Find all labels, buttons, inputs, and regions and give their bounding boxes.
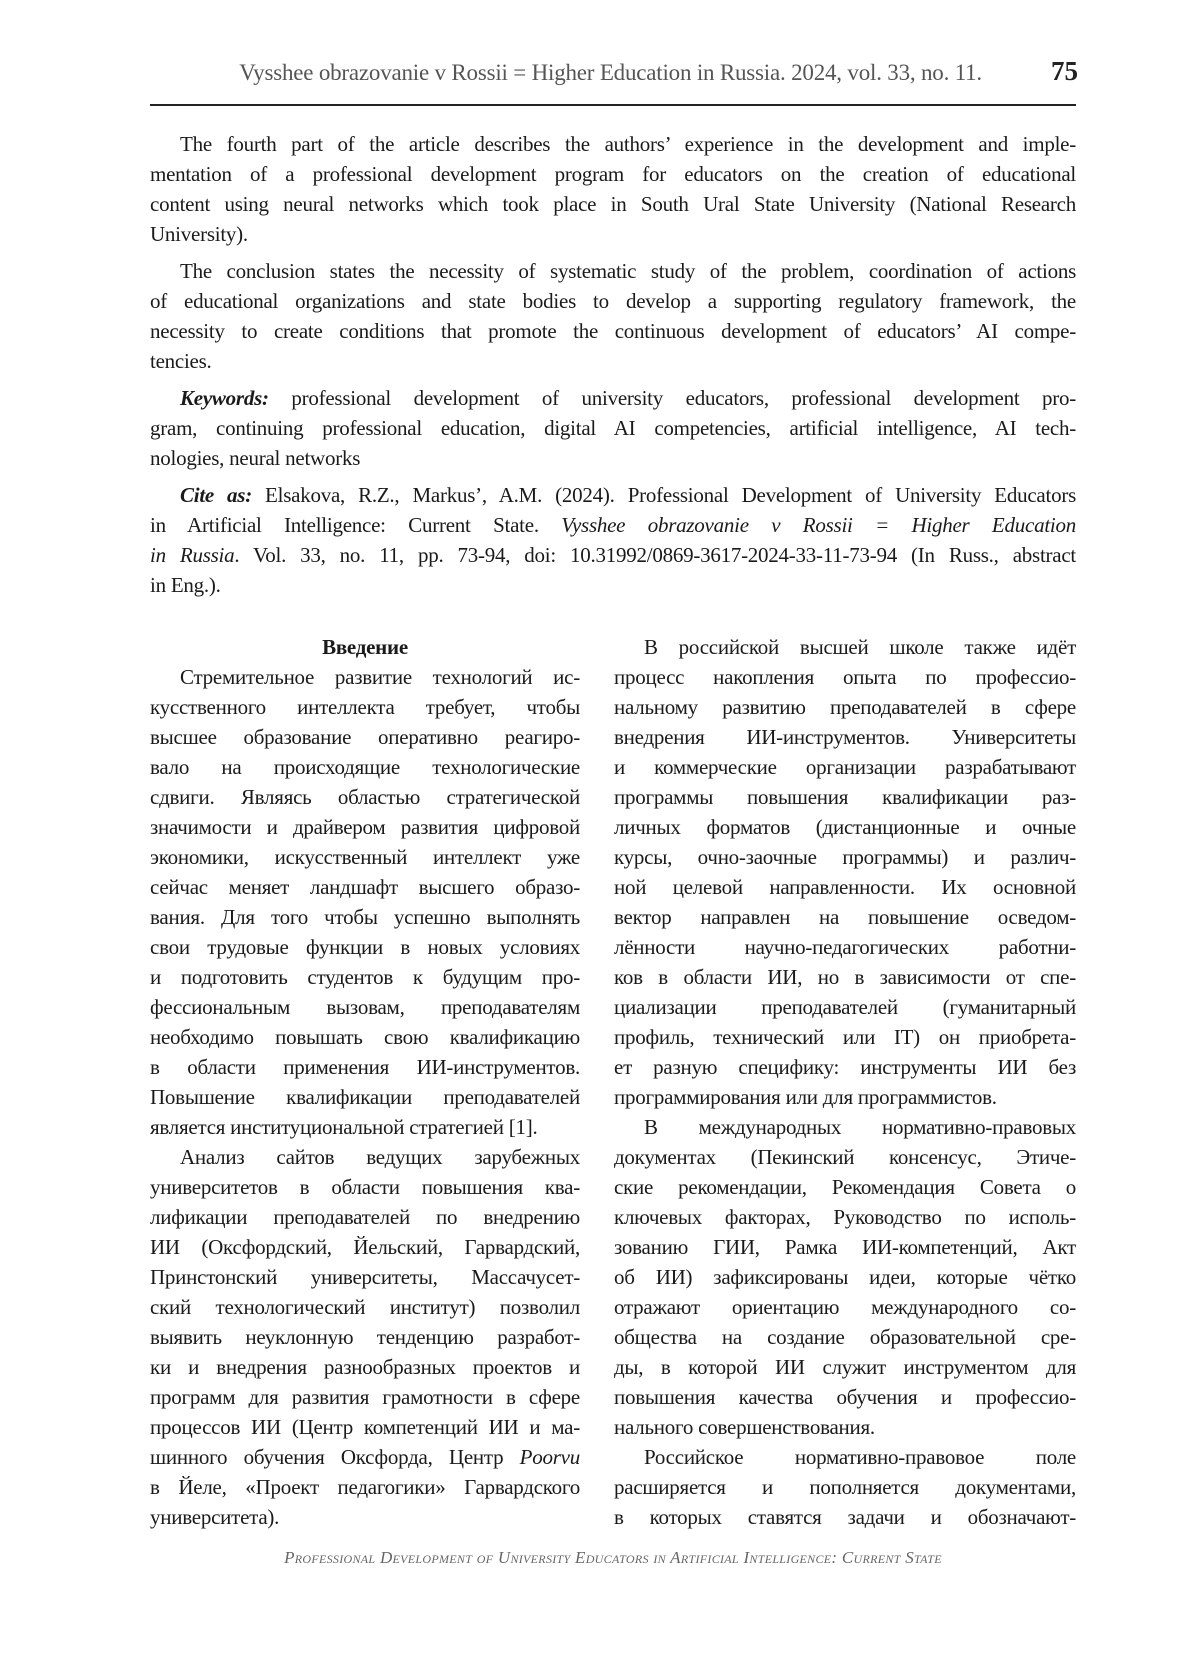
text-run: Стремительное развитие технологий ис- — [180, 665, 580, 689]
emphasis-text: Cite as: — [180, 483, 252, 507]
text-line — [614, 1142, 1076, 1172]
emphasis-text: Poorvu — [519, 1445, 580, 1469]
text-line — [614, 872, 1076, 902]
text-run: professional development of university educators, professional development pro- — [268, 386, 1076, 410]
text-line — [150, 722, 580, 752]
text-line — [150, 480, 1076, 510]
text-line — [150, 1022, 580, 1052]
text-run: и подготовить студентов к будущим про- — [150, 965, 580, 989]
text-line — [150, 842, 580, 872]
text-line — [614, 902, 1076, 932]
paragraph — [150, 480, 1076, 600]
text-line — [150, 1412, 580, 1442]
text-line — [150, 189, 1076, 219]
text-run: внедрения ИИ-инструментов. Университеты — [614, 725, 1076, 749]
text-line — [614, 992, 1076, 1022]
text-run: ИИ (Оксфордский, Йельский, Гарвардский, — [150, 1235, 580, 1259]
right-column — [614, 632, 1076, 1532]
text-line — [150, 1082, 580, 1112]
text-run: В российской высшей школе также идёт — [644, 635, 1076, 659]
text-run: ский технологический институт) позволил — [150, 1295, 580, 1319]
text-run: и коммерческие организации разрабатывают — [614, 755, 1076, 779]
emphasis-text: Vysshee obrazovanie v Rossii = Higher Education — [561, 513, 1076, 537]
text-line — [614, 1352, 1076, 1382]
text-run: nologies, neural networks — [150, 446, 361, 470]
text-line — [614, 1412, 1076, 1442]
text-run: об ИИ) зафиксированы идеи, которые чётко — [614, 1265, 1076, 1289]
text-line — [150, 570, 1076, 600]
text-run: нального совершенствования. — [614, 1415, 875, 1439]
header-rule — [150, 104, 1076, 106]
text-line — [150, 932, 580, 962]
text-line — [150, 1232, 580, 1262]
text-line — [150, 219, 1076, 249]
text-line — [150, 1382, 580, 1412]
text-line — [150, 1112, 580, 1142]
text-run: в Йеле, «Проект педагогики» Гарвардского — [150, 1475, 580, 1499]
text-line — [150, 256, 1076, 286]
text-line — [150, 1472, 580, 1502]
text-line — [614, 1322, 1076, 1352]
emphasis-text: in Russia — [150, 543, 235, 567]
text-run: В международных нормативно-правовых — [644, 1115, 1076, 1139]
text-line — [614, 1172, 1076, 1202]
text-line — [614, 1022, 1076, 1052]
text-line — [614, 1502, 1076, 1532]
text-line — [150, 413, 1076, 443]
text-line — [614, 1292, 1076, 1322]
text-run: University). — [150, 222, 248, 246]
text-run: The conclusion states the necessity of systematic study of the problem, coordination of actions — [180, 259, 1076, 283]
text-run: программ для развития грамотности в сфере — [150, 1385, 580, 1409]
text-line — [150, 872, 580, 902]
text-run: сейчас меняет ландшафт высшего образо- — [150, 875, 580, 899]
text-line — [614, 1202, 1076, 1232]
text-run: лённости научно-педагогических работни- — [614, 935, 1076, 959]
paragraph — [614, 1442, 1076, 1532]
text-run: процесс накопления опыта по профессио- — [614, 665, 1076, 689]
text-line — [150, 540, 1076, 570]
text-line — [150, 316, 1076, 346]
text-run: общества на создание образовательной сре- — [614, 1325, 1076, 1349]
text-line — [150, 692, 580, 722]
text-run: является институциональной стратегией [1]. — [150, 1115, 538, 1139]
text-run: mentation of a professional development program for educators on the creation of educational — [150, 162, 1076, 186]
text-line — [150, 443, 1076, 473]
text-run: ключевых факторах, Руководство по исполь- — [614, 1205, 1076, 1229]
text-run: in Artificial Intelligence: Current State. — [150, 513, 562, 537]
text-line — [150, 1202, 580, 1232]
section-heading: Введение — [322, 635, 408, 659]
text-line — [150, 159, 1076, 189]
text-run: The fourth part of the article describes the authors’ experience in the development and imple- — [180, 132, 1076, 156]
text-line — [150, 1292, 580, 1322]
text-run: лификации преподавателей по внедрению — [150, 1205, 580, 1229]
text-run: Elsakova, R.Z., Markus’, A.M. (2024). Professional Development of University Educators — [251, 483, 1077, 507]
text-run: tencies. — [150, 349, 212, 373]
text-run: личных форматов (дистанционные и очные — [614, 815, 1076, 839]
paragraph — [614, 1112, 1076, 1442]
text-run: университетов в области повышения ква- — [150, 1175, 580, 1199]
text-run: программы повышения квалификации раз- — [614, 785, 1076, 809]
text-run: необходимо повышать свою квалификацию — [150, 1025, 580, 1049]
text-line — [614, 662, 1076, 692]
text-run: ет разную специфику: инструменты ИИ без — [614, 1055, 1076, 1079]
text-run: свои трудовые функции в новых условиях — [150, 935, 580, 959]
text-line — [150, 992, 580, 1022]
text-line — [614, 812, 1076, 842]
text-run: расширяется и пополняется документами, — [614, 1475, 1076, 1499]
text-run: ной целевой направленности. Их основной — [614, 875, 1076, 899]
text-run: in Eng.). — [150, 573, 221, 597]
text-run: gram, continuing professional education, digital AI competencies, artificial intelligence, AI tech- — [150, 416, 1076, 440]
text-line — [614, 722, 1076, 752]
running-title-footer: Professional Development of University Educators in Artificial Intelligence: Current State — [284, 1548, 942, 1567]
text-run: кусственного интеллекта требует, чтобы — [150, 695, 580, 719]
paragraph — [150, 129, 1076, 249]
text-line — [614, 842, 1076, 872]
text-run: ские рекомендации, Рекомендация Совета о — [614, 1175, 1076, 1199]
text-line — [150, 782, 580, 812]
text-run: сдвиги. Являясь областью стратегической — [150, 785, 580, 809]
text-line — [150, 1052, 580, 1082]
emphasis-text: Keywords: — [180, 386, 269, 410]
text-line — [150, 1142, 580, 1172]
text-run: университета). — [150, 1505, 280, 1529]
text-run: выявить неуклонную тенденцию разработ- — [150, 1325, 580, 1349]
text-run: Повышение квалификации преподавателей — [150, 1085, 580, 1109]
paragraph — [150, 256, 1076, 376]
text-run: профиль, технический или IT) он приобрета- — [614, 1025, 1076, 1049]
text-line — [150, 1442, 580, 1472]
text-line — [150, 812, 580, 842]
text-line — [150, 662, 580, 692]
text-line — [150, 383, 1076, 413]
text-run: content using neural networks which took place in South Ural State University (National Research — [150, 192, 1076, 216]
paragraph — [150, 383, 1076, 473]
text-run: повышения качества обучения и профессио- — [614, 1385, 1076, 1409]
text-run: шинного обучения Оксфорда, Центр — [150, 1445, 520, 1469]
text-run: курсы, очно-заочные программы) и различ- — [614, 845, 1076, 869]
text-run: ды, в которой ИИ служит инструментом для — [614, 1355, 1076, 1379]
text-line — [614, 1232, 1076, 1262]
text-run: ков в области ИИ, но в зависимости от спе- — [614, 965, 1076, 989]
text-line — [150, 902, 580, 932]
text-run: вало на происходящие технологические — [150, 755, 580, 779]
text-line — [150, 346, 1076, 376]
paragraph — [614, 632, 1076, 1112]
text-line — [150, 1322, 580, 1352]
text-line — [150, 510, 1076, 540]
text-run: вектор направлен на повышение осведом- — [614, 905, 1076, 929]
text-line — [614, 1052, 1076, 1082]
text-line — [614, 1472, 1076, 1502]
text-run: . Vol. 33, no. 11, pp. 73-94, doi: 10.31992/0869-3617-2024-33-11-73-94 (In Russ., abstract — [234, 543, 1077, 567]
text-line — [614, 1382, 1076, 1412]
text-line — [614, 1262, 1076, 1292]
text-line — [150, 1502, 580, 1532]
text-run: Принстонский университеты, Массачусет- — [150, 1265, 580, 1289]
text-run: значимости и драйвером развития цифровой — [150, 815, 580, 839]
text-line — [614, 1112, 1076, 1142]
text-run: necessity to create conditions that promote the continuous development of educators’ AI compe- — [150, 319, 1076, 343]
text-line — [614, 1442, 1076, 1472]
text-line — [614, 692, 1076, 722]
left-column — [150, 632, 580, 1532]
text-line — [614, 962, 1076, 992]
text-run: Анализ сайтов ведущих зарубежных — [180, 1145, 580, 1169]
text-run: of educational organizations and state bodies to develop a supporting regulatory framework, the — [150, 289, 1076, 313]
text-line — [614, 782, 1076, 812]
running-head: Vysshee obrazovanie v Rossii = Higher Education in Russia. 2024, vol. 33, no. 11. — [239, 60, 982, 85]
text-run: Российское нормативно-правовое поле — [644, 1445, 1076, 1469]
text-line — [614, 932, 1076, 962]
text-run: в которых ставятся задачи и обозначают- — [614, 1505, 1076, 1529]
text-run: зованию ГИИ, Рамка ИИ-компетенций, Акт — [614, 1235, 1076, 1259]
text-run: программирования или для программистов. — [614, 1085, 997, 1109]
text-line — [150, 752, 580, 782]
paragraph — [150, 1142, 580, 1532]
text-run: ки и внедрения разнообразных проектов и — [150, 1355, 580, 1379]
text-line — [614, 632, 1076, 662]
text-line — [150, 1172, 580, 1202]
text-run: фессиональным вызовам, преподавателям — [150, 995, 580, 1019]
text-run: нальному развитию преподавателей в сфере — [614, 695, 1076, 719]
text-run: циализации преподавателей (гуманитарный — [614, 995, 1076, 1019]
text-line — [150, 129, 1076, 159]
text-run: процессов ИИ (Центр компетенций ИИ и ма- — [150, 1415, 580, 1439]
text-run: отражают ориентацию международного со- — [614, 1295, 1076, 1319]
page-number: 75 — [1051, 56, 1078, 86]
text-line — [614, 752, 1076, 782]
text-line — [150, 286, 1076, 316]
abstract — [150, 129, 1076, 607]
text-line — [614, 1082, 1076, 1112]
text-line — [150, 1262, 580, 1292]
text-run: высшее образование оперативно реагиро- — [150, 725, 580, 749]
paragraph — [150, 662, 580, 1142]
text-line — [150, 1352, 580, 1382]
text-run: вания. Для того чтобы успешно выполнять — [150, 905, 580, 929]
text-line — [150, 962, 580, 992]
text-run: экономики, искусственный интеллект уже — [150, 845, 580, 869]
text-run: документах (Пекинский консенсус, Этиче- — [614, 1145, 1076, 1169]
text-run: в области применения ИИ-инструментов. — [150, 1055, 580, 1079]
